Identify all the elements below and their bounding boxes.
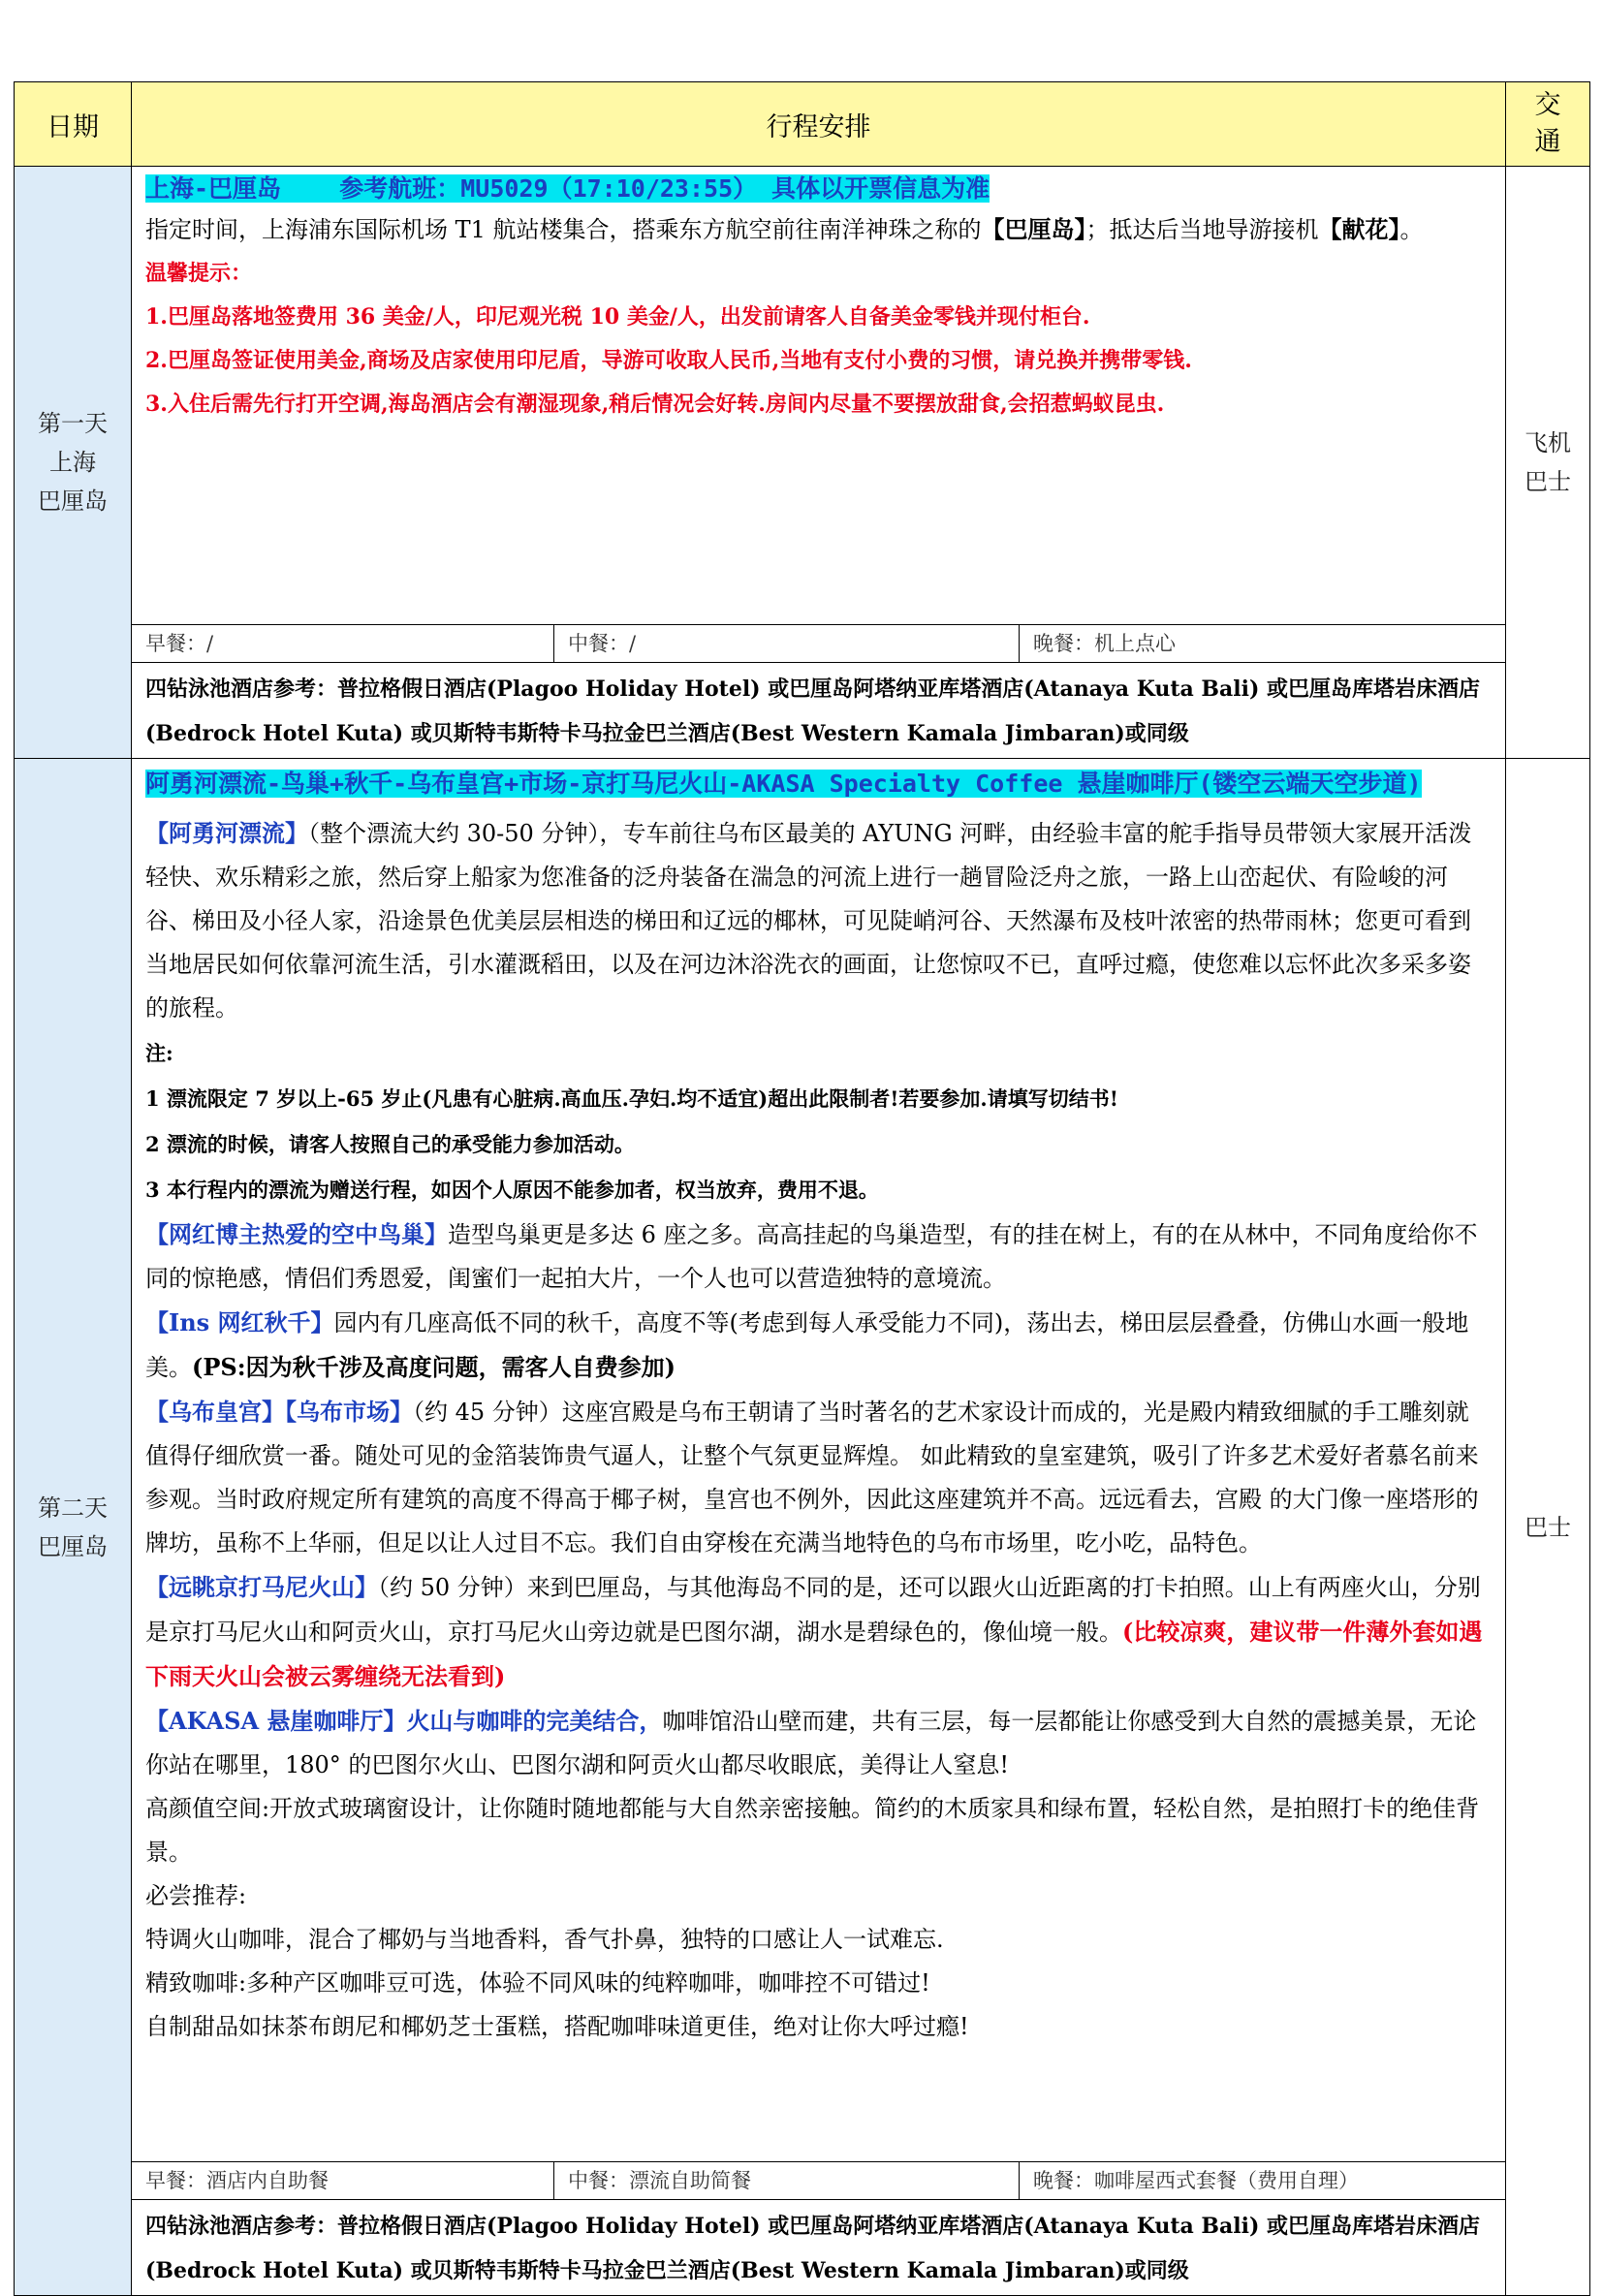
day2-rafting-text: （整个漂流大约 30-50 分钟），专车前往乌布区最美的 AYUNG 河畔，由经验丰富的舵手指导员带领大家展开活泼轻快、欢乐精彩之旅，然后穿上船家为您准备的泛舟装备在湍急的河流上进行一趟冒险泛舟之旅，一路上山峦起伏、有险峻的河谷、梯田及小径人家，沿途景色优美层层相迭的梯田和辽远的椰林，可见陡峭河谷、天然瀑布及枝叶浓密的热带雨林；您更可看到当地居民如何依靠河流生活，引水灌溉稻田，以及在河边沐浴洗衣的画面，让您惊叹不已，直呼过瘾，使您难以忘怀此次多采多姿的旅程。 xyxy=(145,820,1472,1022)
day1-label-line2: 上海 xyxy=(49,449,96,476)
day2-swing-note: (PS:因为秋千涉及高度问题，需客人自费参加) xyxy=(192,1353,676,1381)
day2-swing xyxy=(145,1301,1492,1390)
day2-swing-text: 园内有几座高低不同的秋千，高度不等(考虑到每人承受能力不同)，荡出去，梯田层层叠叠，仿佛山水画一般地美。 xyxy=(145,1309,1469,1381)
header-row xyxy=(15,82,1590,167)
day2-palace xyxy=(145,1390,1492,1565)
day2-traffic: 巴士 xyxy=(1506,759,1590,2296)
day2-volcano xyxy=(145,1565,1492,1699)
day1-breakfast: 早餐：/ xyxy=(145,632,214,655)
day2-palace-text: （约 45 分钟）这座宫殿是乌布王朝请了当时著名的艺术家设计而成的，光是殿内精致细腻的手工雕刻就值得仔细欣赏一番。随处可见的金箔装饰贵气逼人，让整个气氛更显辉煌。 如此精致的皇室建筑，吸引了许多艺术爱好者慕名前来参观。当时政府规定所有建筑的高度不得高于椰子树，皇宫也不例外，因此这座建筑并不高。远远看去，宫殿 的大门像一座塔形的牌坊，虽称不上华丽，但足以让人过目不忘。我们自由穿梭在充满当地特色的乌布市场里，吃小吃，品特色。 xyxy=(145,1399,1479,1557)
day2-route: 阿勇河漂流-鸟巢+秋千-乌布皇宫+市场-京打马尼火山-AKASA Specialty Coffee 悬崖咖啡厅(镂空云端天空步道) xyxy=(145,770,1422,798)
day1-dinner: 晚餐：机上点心 xyxy=(1019,625,1505,662)
day2-palace-title: 【乌布皇宫】【乌布市场】 xyxy=(145,1398,413,1426)
day2-lunch: 中餐：漂流自助简餐 xyxy=(553,2162,1019,2199)
itinerary-table xyxy=(14,81,1590,2296)
day1-traffic-line1: 飞机 xyxy=(1524,429,1571,456)
day1-desc-e: 。 xyxy=(1399,216,1424,243)
day2-rafting xyxy=(145,811,1492,1030)
header-date: 日期 xyxy=(15,82,132,167)
day2-akasa-title: 【AKASA 悬崖咖啡厅】火山与咖啡的完美结合， xyxy=(145,1707,663,1735)
day2-label-line2: 巴厘岛 xyxy=(38,1532,108,1560)
day2-must-1: 特调火山咖啡，混合了椰奶与当地香料，香气扑鼻，独特的口感让人一试难忘. xyxy=(145,1926,944,1953)
day1-tip-3: 3.入住后需先行打开空调,海岛酒店会有潮湿现象,稍后情况会好转.房间内尽量不要摆放甜食,会招惹蚂蚁昆虫. xyxy=(145,392,1165,417)
day1-label xyxy=(15,167,132,759)
day2-note-2: 2 漂流的时候，请客人按照自己的承受能力参加活动。 xyxy=(145,1132,635,1156)
day2-nest-text: 造型鸟巢更是多达 6 座之多。高高挂起的鸟巢造型，有的挂在树上，有的在从林中，不同角度给你不同的惊艳感，情侣们秀恩爱，闺蜜们一起拍大片，一个人也可以营造独特的意境流。 xyxy=(145,1221,1478,1292)
day2-rafting-title: 【阿勇河漂流】 xyxy=(145,819,308,847)
day2-swing-title: 【Ins 网红秋千】 xyxy=(145,1308,334,1337)
day2-akasa-text: 咖啡馆沿山壁而建，共有三层，每一层都能让你感受到大自然的震撼美景，无论你站在哪里，180° 的巴图尔火山、巴图尔湖和阿贡火山都尽收眼底，美得让人窒息! xyxy=(145,1708,1477,1778)
day1-desc-flower: 【献花】 xyxy=(1318,215,1400,243)
day2-space: 高颜值空间:开放式玻璃窗设计，让你随时随地都能与大自然亲密接触。简约的木质家具和绿布置，轻松自然，是拍照打卡的绝佳背景。 xyxy=(145,1795,1480,1866)
day1-tip-1: 1.巴厘岛落地签费用 36 美金/人，印尼观光税 10 美金/人，出发前请客人自备美金零钱并现付柜台. xyxy=(145,304,1090,330)
day1-tip-2: 2.巴厘岛签证使用美金,商场及店家使用印尼盾，导游可收取人民币,当地有支付小费的习惯，请兑换并携带零钱. xyxy=(145,348,1192,373)
day2-volcano-note: (比较凉爽，建议带一件薄外套如遇下雨天火山会被云雾缠绕无法看到) xyxy=(145,1618,1483,1690)
day1-route: 上海-巴厘岛 参考航班：MU5029（17:10/23:55） 具体以开票信息为准 xyxy=(145,174,990,203)
day1-tips-title: 温馨提示： xyxy=(145,261,253,286)
day1-traffic-line2: 巴士 xyxy=(1524,468,1571,495)
day1-label-line3: 巴厘岛 xyxy=(38,488,108,515)
header-schedule: 行程安排 xyxy=(132,82,1506,167)
day1-hotel: 四钻泳池酒店参考：普拉格假日酒店(Plagoo Holiday Hotel) 或巴厘岛阿塔纳亚库塔酒店(Atanaya Kuta Bali) 或巴厘岛库塔岩床酒店(Bedrock Hotel Kuta) 或贝斯特韦斯特卡马拉金巴兰酒店(Best Western Kamala Jimbaran)或同级 xyxy=(132,662,1505,758)
day2-note-title: 注: xyxy=(145,1041,173,1065)
day1-meals xyxy=(132,624,1505,662)
day2-label xyxy=(15,759,132,2296)
day2-nest xyxy=(145,1212,1492,1301)
day2-hotel: 四钻泳池酒店参考：普拉格假日酒店(Plagoo Holiday Hotel) 或巴厘岛阿塔纳亚库塔酒店(Atanaya Kuta Bali) 或巴厘岛库塔岩床酒店(Bedrock Hotel Kuta) 或贝斯特韦斯特卡马拉金巴兰酒店(Best Western Kamala Jimbaran)或同级 xyxy=(132,2199,1505,2295)
day2-route-wrap xyxy=(145,765,1492,809)
day2-row xyxy=(15,759,1590,2296)
day1-desc xyxy=(145,207,1492,252)
day2-meals xyxy=(132,2161,1505,2199)
day2-note-1: 1 漂流限定 7 岁以上-65 岁止(凡患有心脏病.高血压.孕妇.均不适宜)超出此限制者!若要参加.请填写切结书! xyxy=(145,1086,1118,1111)
day1-row xyxy=(15,167,1590,759)
day2-akasa xyxy=(145,1699,1492,1787)
day1-desc-bali: 【巴厘岛】 xyxy=(981,215,1086,243)
day2-breakfast: 早餐：酒店内自助餐 xyxy=(145,2169,329,2192)
day2-note-3: 3 本行程内的漂流为赠送行程，如因个人原因不能参加者，权当放弃，费用不退。 xyxy=(145,1178,879,1202)
header-traffic-line2: 通 xyxy=(1534,127,1561,157)
day2-content xyxy=(132,759,1506,2296)
day1-content xyxy=(132,167,1506,759)
day1-label-line1: 第一天 xyxy=(38,410,108,437)
day2-must-3: 自制甜品如抹茶布朗尼和椰奶芝士蛋糕，搭配咖啡味道更佳，绝对让你大呼过瘾! xyxy=(145,2013,969,2040)
day2-dinner: 晚餐：咖啡屋西式套餐（费用自理） xyxy=(1019,2162,1505,2199)
day1-desc-c: ；抵达后当地导游接机 xyxy=(1085,216,1319,243)
day2-nest-title: 【网红博主热爱的空中鸟巢】 xyxy=(145,1220,448,1248)
day1-traffic xyxy=(1506,167,1590,759)
day2-volcano-title: 【远眺京打马尼火山】 xyxy=(145,1573,378,1601)
day2-label-line1: 第二天 xyxy=(38,1494,108,1522)
day1-lunch: 中餐：/ xyxy=(553,625,1019,662)
day2-must-2: 精致咖啡:多种产区咖啡豆可选，体验不同风味的纯粹咖啡，咖啡控不可错过! xyxy=(145,1969,930,1997)
header-traffic-line1: 交 xyxy=(1534,90,1561,120)
day2-must-title: 必尝推荐: xyxy=(145,1882,247,1909)
header-traffic xyxy=(1506,82,1590,167)
day1-desc-a: 指定时间，上海浦东国际机场 T1 航站楼集合，搭乘东方航空前往南洋神珠之称的 xyxy=(145,216,982,243)
day2-volcano-text: （约 50 分钟）来到巴厘岛，与其他海岛不同的是，还可以跟火山近距离的打卡拍照。山上有两座火山，分别是京打马尼火山和阿贡火山，京打马尼火山旁边就是巴图尔湖，湖水是碧绿色的，像仙境一般。 xyxy=(145,1574,1481,1646)
